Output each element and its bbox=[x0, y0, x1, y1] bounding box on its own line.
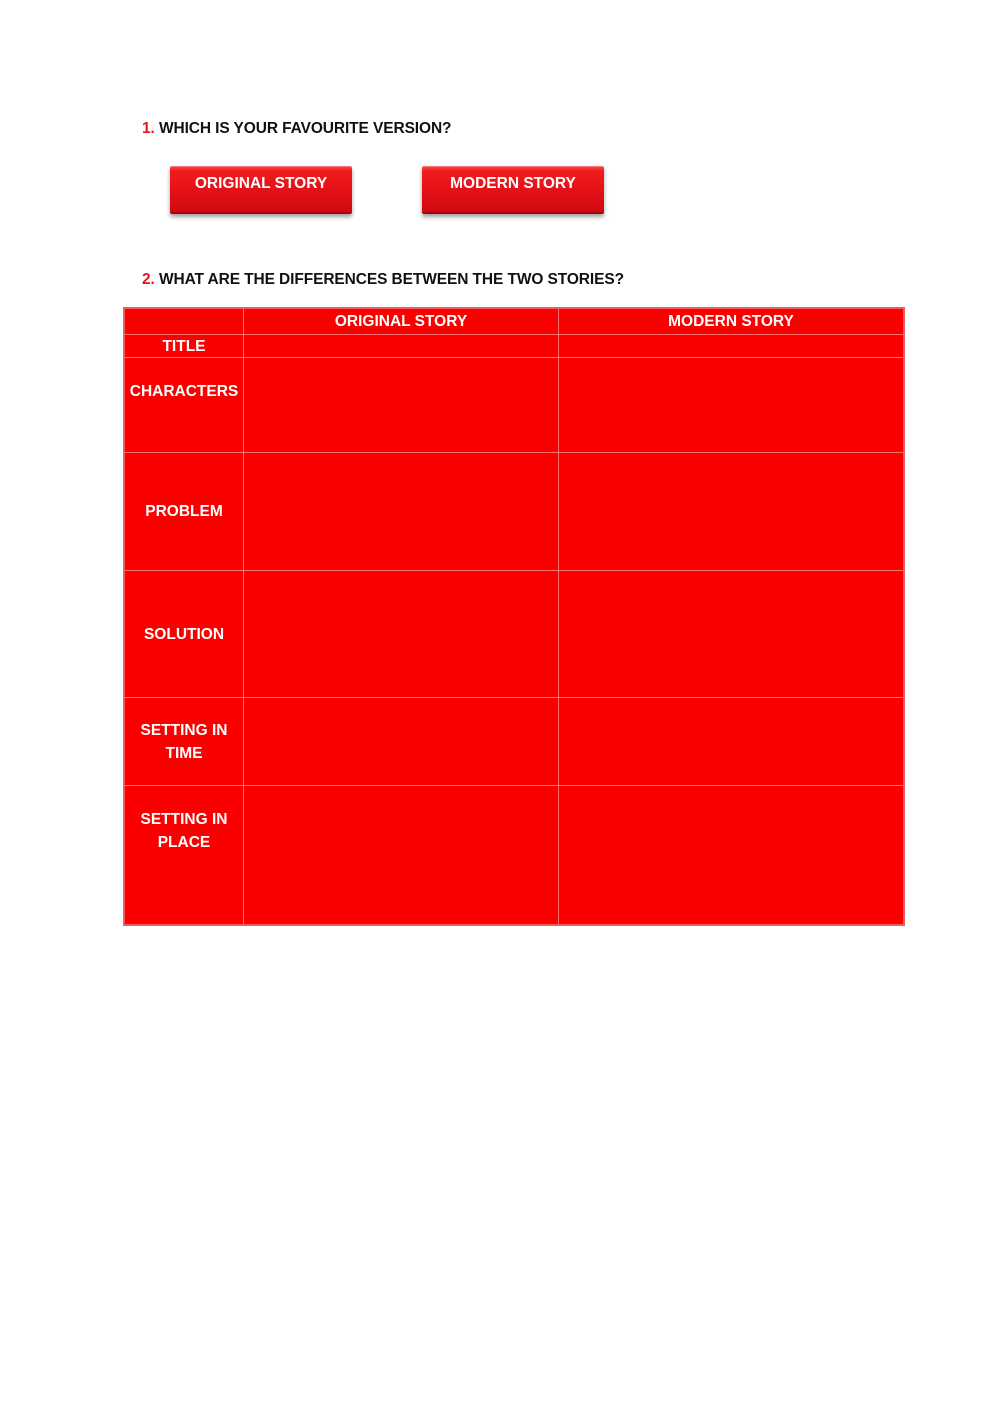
solution-original-cell[interactable] bbox=[244, 571, 559, 698]
row-label-setting-in-time: SETTING IN TIME bbox=[125, 698, 244, 786]
question-2-number: 2. bbox=[142, 271, 155, 288]
question-1-number: 1. bbox=[142, 120, 155, 137]
characters-original-cell[interactable] bbox=[244, 358, 559, 453]
original-story-button[interactable]: ORIGINAL STORY bbox=[170, 166, 352, 214]
table-header-modern-story: MODERN STORY bbox=[559, 309, 903, 335]
title-modern-cell[interactable] bbox=[559, 335, 903, 358]
question-2-text: WHAT ARE THE DIFFERENCES BETWEEN THE TWO STORIES? bbox=[158, 271, 624, 288]
setting-time-modern-cell[interactable] bbox=[559, 698, 903, 786]
characters-modern-cell[interactable] bbox=[559, 358, 903, 453]
solution-modern-cell[interactable] bbox=[559, 571, 903, 698]
question-1-text: WHICH IS YOUR FAVOURITE VERSION? bbox=[158, 120, 452, 137]
modern-story-button[interactable]: MODERN STORY bbox=[422, 166, 604, 214]
question-2 bbox=[142, 271, 624, 289]
table-header-corner bbox=[125, 309, 244, 335]
title-original-cell[interactable] bbox=[244, 335, 559, 358]
setting-place-original-cell[interactable] bbox=[244, 786, 559, 924]
table-header-original-story: ORIGINAL STORY bbox=[244, 309, 559, 335]
question-1 bbox=[142, 120, 451, 138]
row-label-setting-in-place: SETTING IN PLACE bbox=[125, 786, 244, 924]
setting-time-original-cell[interactable] bbox=[244, 698, 559, 786]
row-label-characters: CHARACTERS bbox=[125, 358, 244, 453]
row-label-solution: SOLUTION bbox=[125, 571, 244, 698]
problem-original-cell[interactable] bbox=[244, 453, 559, 571]
row-label-title: TITLE bbox=[125, 335, 244, 358]
problem-modern-cell[interactable] bbox=[559, 453, 903, 571]
setting-place-modern-cell[interactable] bbox=[559, 786, 903, 924]
row-label-problem: PROBLEM bbox=[125, 453, 244, 571]
differences-table bbox=[123, 307, 905, 926]
